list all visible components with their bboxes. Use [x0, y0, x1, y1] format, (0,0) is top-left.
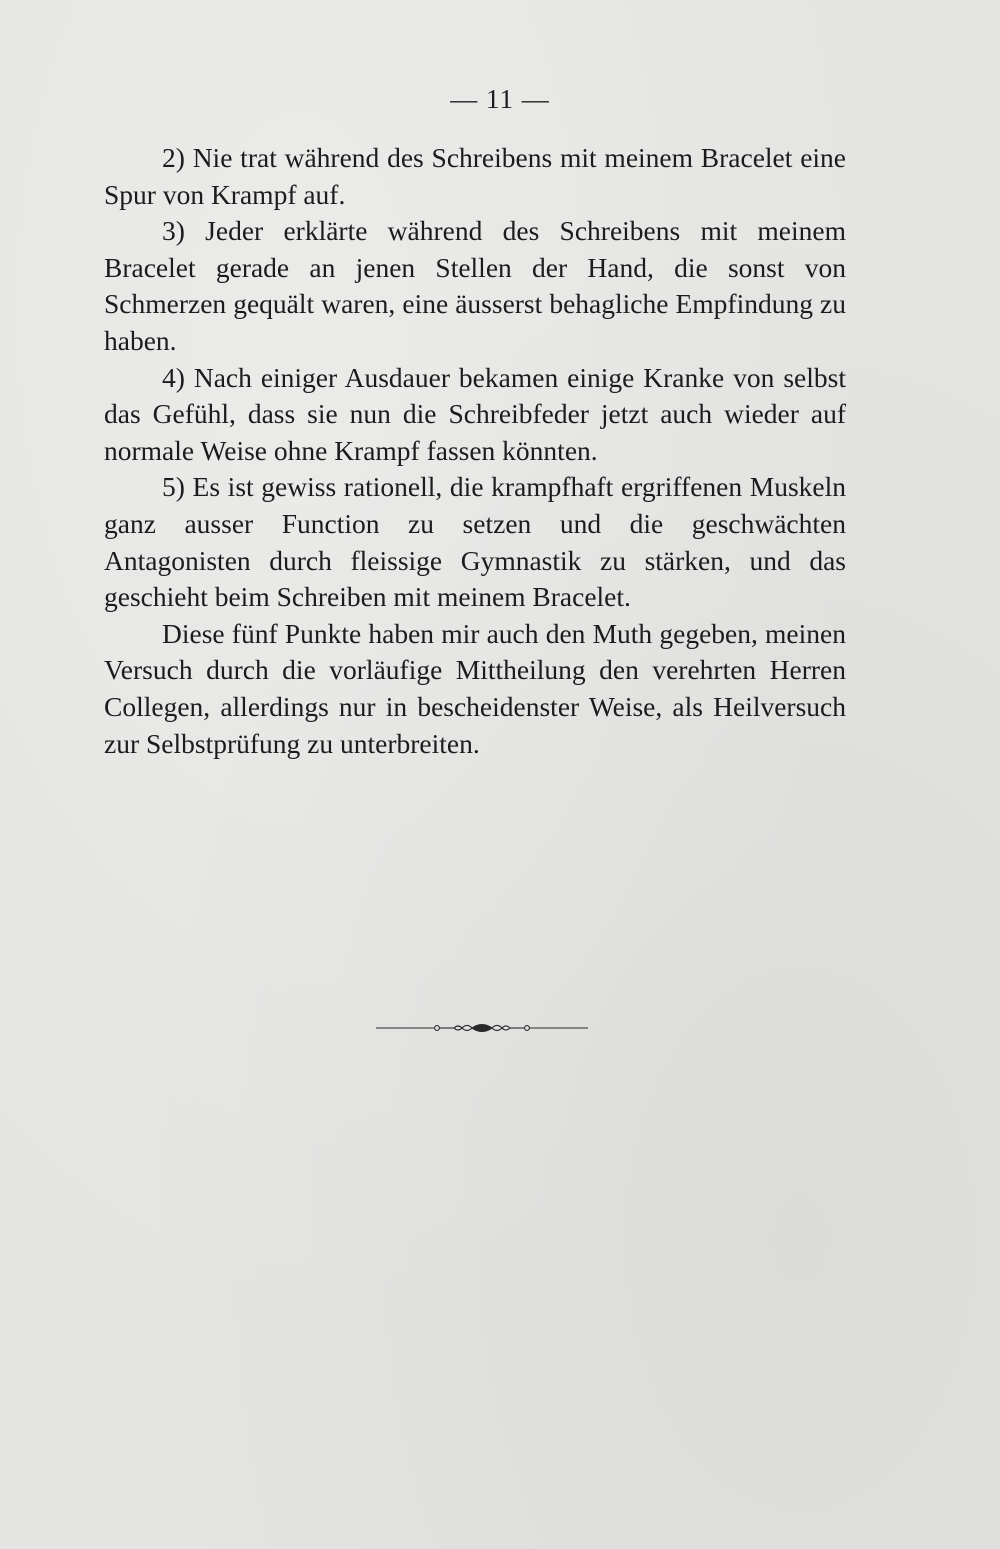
paragraph-point-3: 3) Jeder erklärte während des Schreibens mit meinem Bracelet gerade an jenen Stellen der Hand, die sonst von Schmerzen gequält waren, eine äusserst behagliche Empfindung zu haben.	[104, 215, 846, 356]
paragraph-conclusion: Diese fünf Punkte haben mir auch den Muth gegeben, meinen Versuch durch die vorläufige Mittheilung den verehrten Herren Collegen, allerdings nur in bescheidenster Weise, als Heilversuch zur Selbstprüfung zu unterbreiten.	[104, 617, 846, 759]
paragraph-point-4: 4) Nach einiger Ausdauer bekamen einige Kranke von selbst das Gefühl, dass sie nun die Schreibfeder jetzt auch wieder auf normale Weise ohne Krampf fassen könnten.	[104, 361, 846, 466]
body-text	[104, 140, 846, 762]
decorative-rule-ornament-icon	[376, 1018, 588, 1038]
page-number: — 11 —	[450, 84, 550, 114]
paragraph-point-5: 5) Es ist gewiss rationell, die krampfhaft ergriffenen Muskeln ganz ausser Function zu setzen und die geschwächten Antagonisten durch fleissige Gymnastik zu stärken, und das geschieht beim Schreiben mit meinem Bracelet.	[104, 471, 846, 613]
paragraph-point-2: 2) Nie trat während des Schreibens mit meinem Bracelet eine Spur von Krampf auf.	[104, 142, 846, 210]
